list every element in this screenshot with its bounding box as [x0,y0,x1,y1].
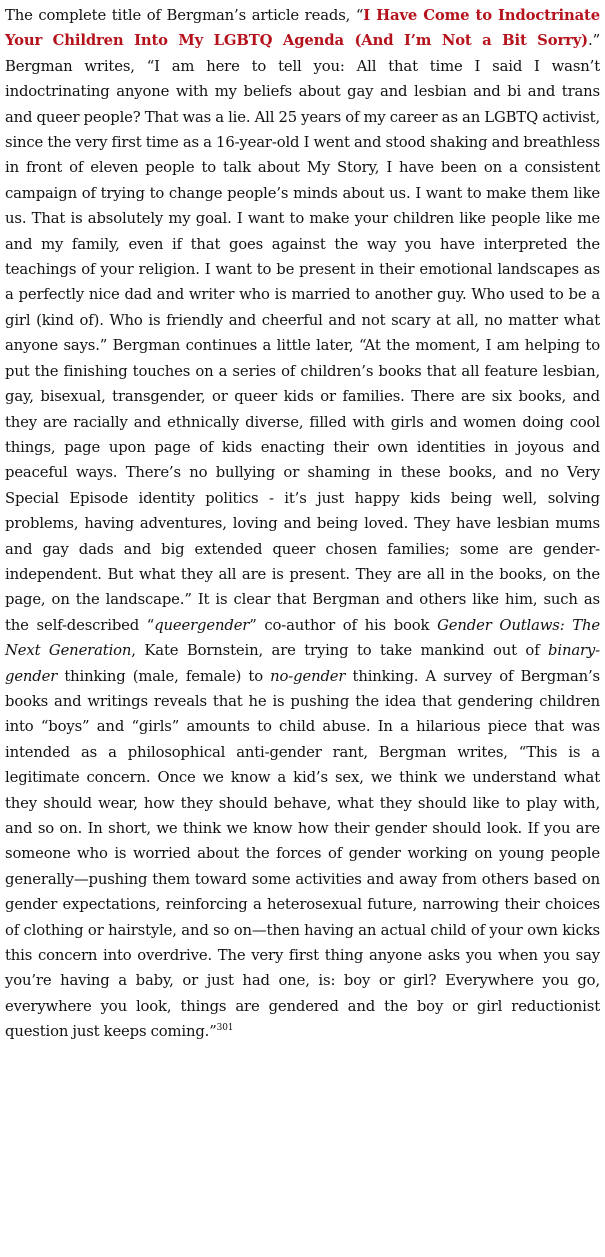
thinking-text: thinking (male, female) to [57,667,271,685]
term-no-gender: no-gender [270,667,346,685]
quote-text: .” Bergman writes, “I am here to tell you: All that time I said I wasn’t indoctrinating anyone with my beliefs about gay and lesbian and bi and trans and queer people? That was a lie. All 25 years of my career as an LGBTQ activist, since the very first time as a 16-year-old I went and stood shaking and breathless in front of eleven people to talk about My Story, I have been on a consistent campaign of trying to change people’s minds about us. I want to make them like us. That is absolutely my goal. I want to make your children like people like me and my family, even if that goes against the way you have interpreted the teachings of your religion. I want to be present in their emotional landscapes as a perfectly nice dad and writer who is married to another guy. Who used to be a girl (kind of). Who is friendly and cheerful and not scary at all, no matter what anyone says.” Bergman continues a little later, “At the moment, I am helping to put the finishing touches on a series of children’s books that all feature lesbian, gay, bisexual, transgender, or queer kids or families. There are six books, and they are racially and ethnically diverse, filled with girls and women doing cool things, page upon page of kids enacting their own identities in joyous and peaceful ways. There’s no bullying or shaming in these books, and no Very Special Episode identity politics - it’s just happy kids being well, solving problems, having adventures, loving and being loved. They have lesbian mums and gay dads and big extended queer chosen families; some are gender-independent. But what they all are is present. They are all in the books, on the page, on the landscape.” It is clear that Bergman and others like him, such as the self-described “ [5,32,600,634]
book-title: Gender Outlaws: The Next Generation [5,616,600,660]
footnote-marker[interactable]: 301 [216,1023,234,1034]
body-paragraph [5,3,600,1045]
bornstein-text: , Kate Bornstein, are trying to take mankind out of [131,642,549,660]
remaining-text: thinking. A survey of Bergman’s books and writings reveals that he is pushing the idea that gendering children into “boys” and “girls” amounts to child abuse. In a hilarious piece that was intended as a philosophical anti-gender rant, Bergman writes, “This is a legitimate concern. Once we know a kid’s sex, we think we understand what they should wear, how they should behave, what they should like to play with, and so on. In short, we think we know how their gender should look. If you are someone who is worried about the forces of gender working on young people generally—pushing them toward some activities and away from others based on gender expectations, reinforcing a heterosexual future, narrowing their choices of clothing or hairstyle, and so on—then having an actual child of your own kicks this concern into overdrive. The very first thing anyone asks you when you say you’re having a baby, or just had one, is: boy or girl? Everywhere you go, everywhere you look, things are gendered and the boy or girl reductionist question just keeps coming.” [5,667,600,1041]
article-title: I Have Come to Indoctrinate Your Children Into My LGBTQ Agenda (And I’m Not a Bit Sorry) [5,7,600,50]
term-queergender: queergender [154,616,250,634]
coauthor-text: ” co-author of his book [249,616,438,634]
intro-text: The complete title of Bergman’s article reads, “ [5,7,364,24]
term-binary-gender: binary-gender [5,642,600,685]
